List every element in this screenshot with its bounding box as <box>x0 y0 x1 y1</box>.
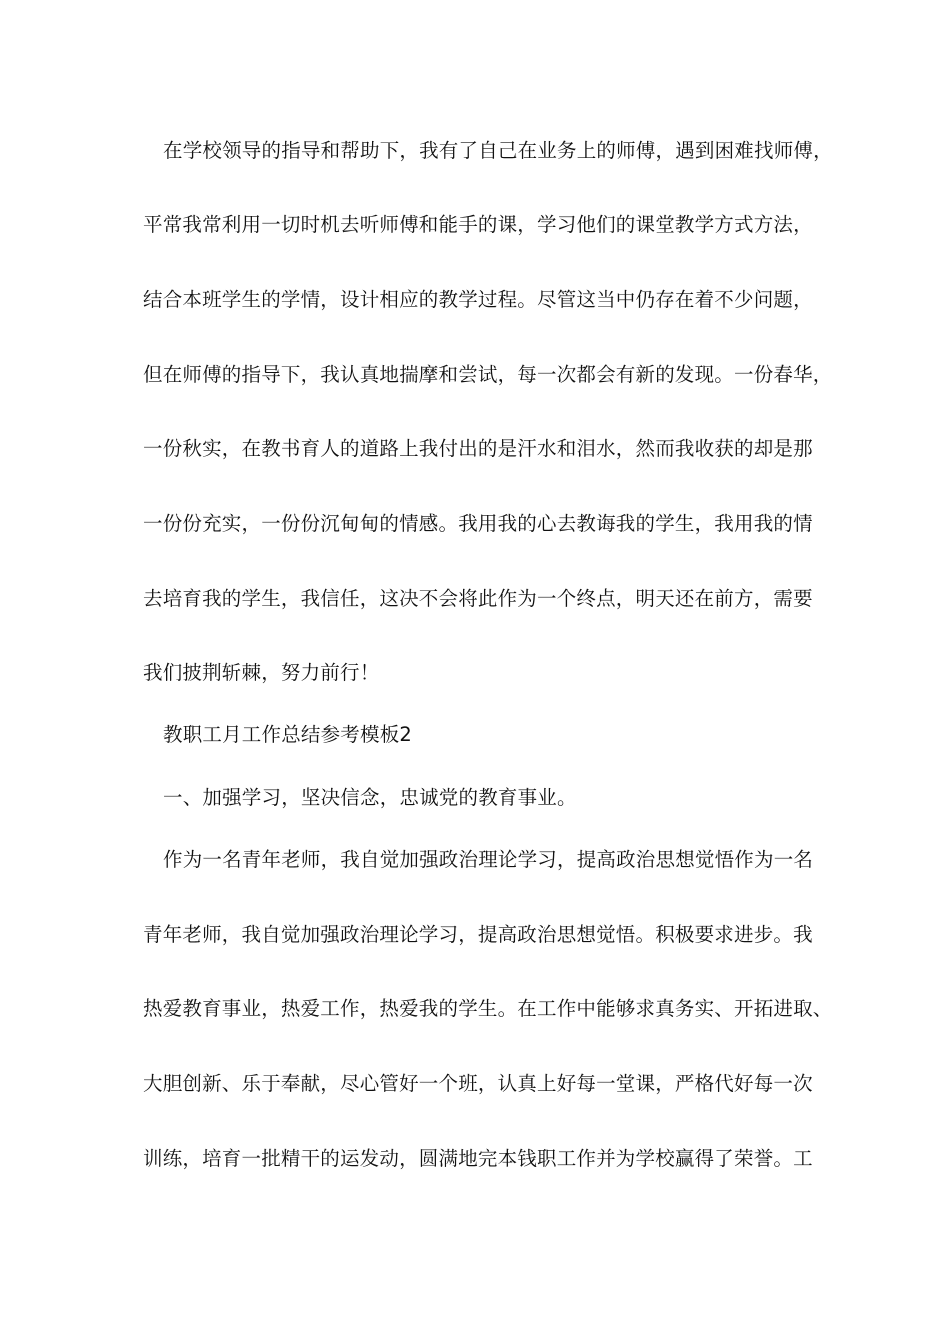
paragraph-line: 去培育我的学生，我信任，这决不会将此作为一个终点，明天还在前方，需要 <box>143 587 813 610</box>
paragraph-line: 大胆创新、乐于奉献，尽心管好一个班，认真上好每一堂课，严格代好每一次 <box>143 1072 813 1095</box>
paragraph-line: 一份秋实，在教书育人的道路上我付出的是汗水和泪水，然而我收获的却是那 <box>143 437 813 460</box>
section-title: 教职工月工作总结参考模板2 <box>163 723 413 746</box>
paragraph-line: 青年老师，我自觉加强政治理论学习，提高政治思想觉悟。积极要求进步。我 <box>143 923 813 946</box>
paragraph-line: 结合本班学生的学情，设计相应的教学过程。尽管这当中仍存在着不少问题， <box>143 288 813 311</box>
section-heading: 一、加强学习，坚决信念，忠诚党的教育事业。 <box>163 786 577 809</box>
paragraph-line: 训练，培育一批精干的运发动，圆满地完本钱职工作并为学校赢得了荣誉。工 <box>143 1147 813 1170</box>
paragraph-line: 热爱教育事业，热爱工作，热爱我的学生。在工作中能够求真务实、开拓进取、 <box>143 997 833 1020</box>
paragraph-line: 在学校领导的指导和帮助下，我有了自己在业务上的师傅，遇到困难找师傅， <box>163 139 833 162</box>
paragraph-line: 我们披荆斩棘，努力前行！ <box>143 661 380 684</box>
paragraph-line: 作为一名青年老师，我自觉加强政治理论学习，提高政治思想觉悟作为一名 <box>163 848 814 871</box>
paragraph-line: 平常我常利用一切时机去听师傅和能手的课，学习他们的课堂教学方式方法， <box>143 213 813 236</box>
paragraph-line: 一份份充实，一份份沉甸甸的情感。我用我的心去教诲我的学生，我用我的情 <box>143 512 813 535</box>
paragraph-line: 但在师傅的指导下，我认真地揣摩和尝试，每一次都会有新的发现。一份春华， <box>143 363 833 386</box>
